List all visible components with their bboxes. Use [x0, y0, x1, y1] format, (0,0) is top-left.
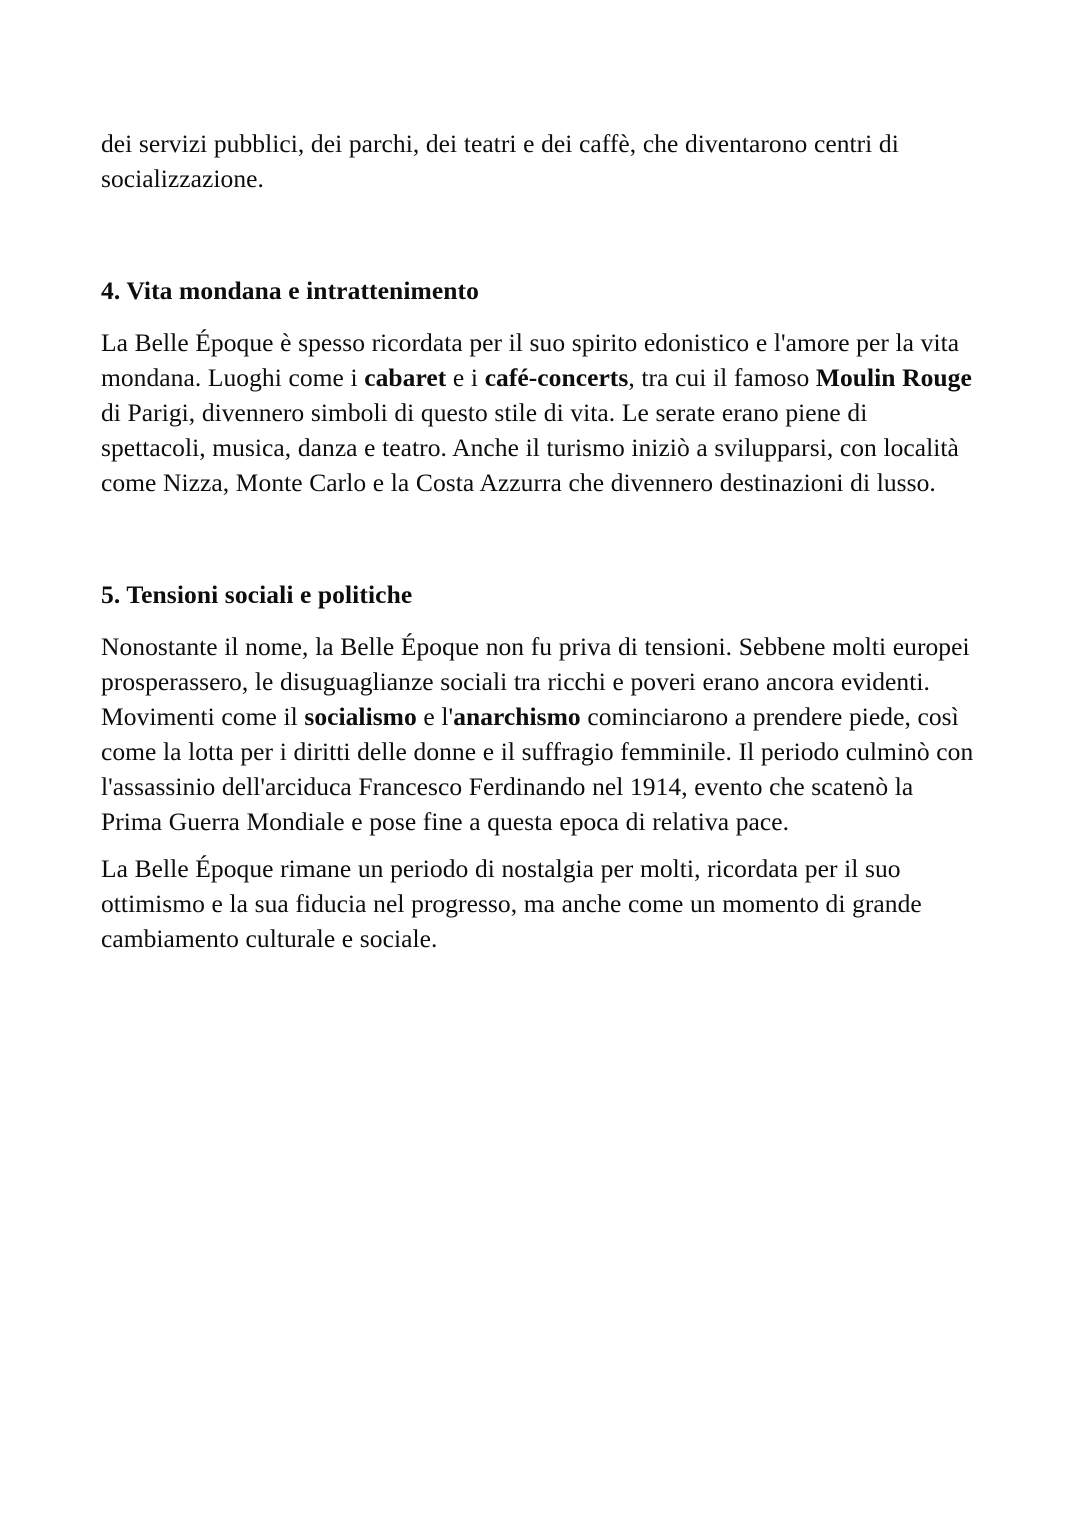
section-5-text-part-1: Nonostante il nome, la Belle Époque non fu priva di tensioni. Sebbene molti europei prosperassero, le disuguaglianze sociali tra ricchi e poveri erano ancora evidenti. Movimenti come il [101, 632, 970, 731]
section-4-bold-moulin-rouge: Moulin Rouge [815, 363, 972, 392]
section-4-text-part-3: , tra cui il famoso [628, 363, 816, 392]
section-4-bold-cafe-concerts: café-concerts [484, 363, 629, 392]
document-body [101, 126, 977, 956]
spacer-before-section-4-heading [101, 208, 977, 274]
section-5-text-part-3: cominciarono a prendere piede, così come la lotta per i diritti delle donne e il suffragio femminile. Il periodo culminò con l'assassinio dell'arciduca Francesco Ferdinando nel 1914, evento che scatenò la Prima Guerra Mondiale e pose fine a questa epoca di relativa pace. [101, 702, 974, 836]
section-4-paragraph [101, 325, 977, 500]
section-5-bold-socialismo: socialismo [304, 702, 417, 731]
spacer-before-section-5-heading [101, 512, 977, 578]
section-4-bold-cabaret: cabaret [364, 363, 447, 392]
section-4-text-part-2: e i [446, 363, 485, 392]
section-4-text-part-4: di Parigi, divennero simboli di questo stile di vita. Le serate erano piene di spettacoli, musica, danza e teatro. Anche il turismo iniziò a svilupparsi, con località come Nizza, Monte Carlo e la Costa Azzurra che divennero destinazioni di lusso. [101, 398, 959, 497]
spacer-after-section-4-heading [101, 308, 977, 325]
intro-paragraph: dei servizi pubblici, dei parchi, dei teatri e dei caffè, che diventarono centri di socializzazione. [101, 129, 899, 193]
section-5-text-part-2: e l' [416, 702, 454, 731]
section-4-heading: 4. Vita mondana e intrattenimento [101, 276, 479, 305]
section-5-bold-anarchismo: anarchismo [453, 702, 581, 731]
section-5-paragraph-1 [101, 629, 977, 839]
section-5-heading: 5. Tensioni sociali e politiche [101, 580, 413, 609]
section-5-paragraph-2: La Belle Époque rimane un periodo di nostalgia per molti, ricordata per il suo ottimismo e la sua fiducia nel progresso, ma anche come un momento di grande cambiamento culturale e sociale. [101, 854, 922, 953]
section-4-text-part-1: La Belle Époque è spesso ricordata per il suo spirito edonistico e l'amore per la vita mondana. Luoghi come i [101, 328, 960, 392]
spacer-after-section-5-heading [101, 612, 977, 629]
